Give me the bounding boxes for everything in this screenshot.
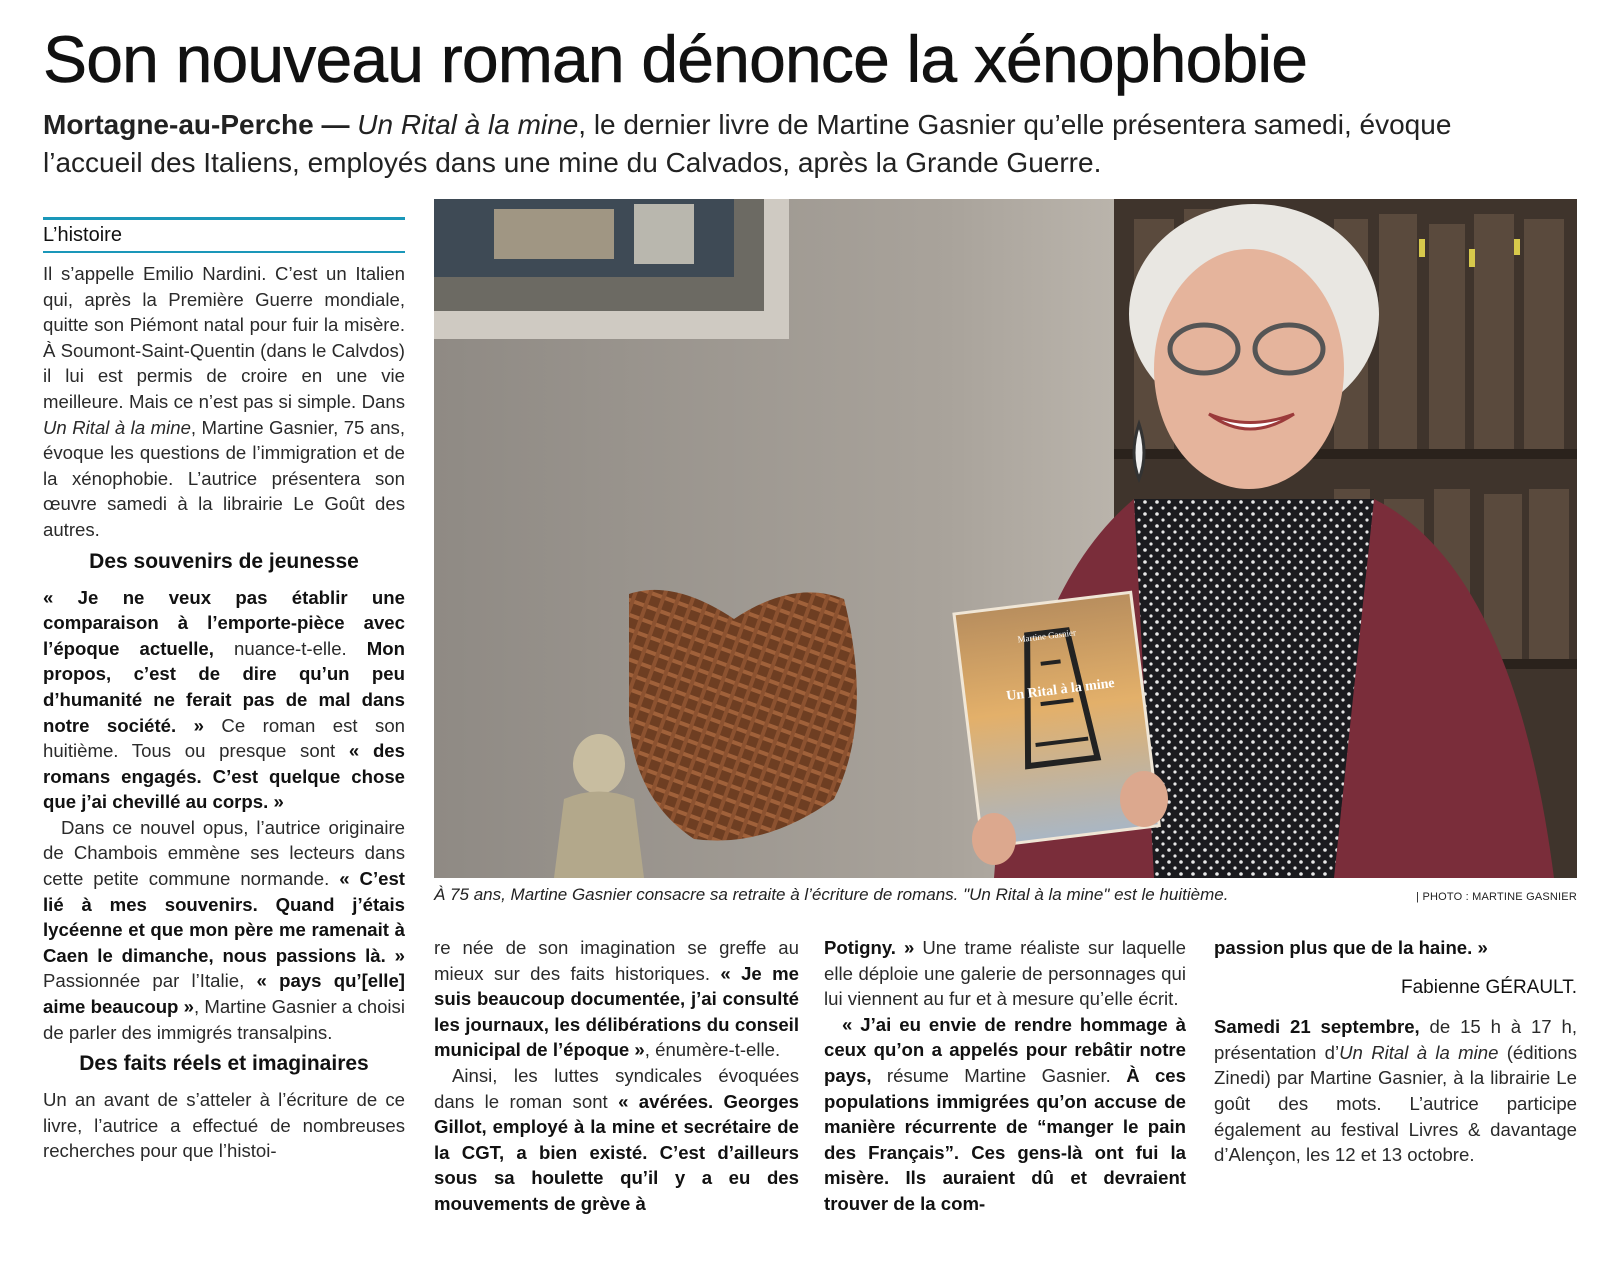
- paragraph: Un an avant de s’atteler à l’écriture de ce livre, l’autrice a effectué de nombreuses recherches pour que l’histoi-: [43, 1089, 405, 1162]
- paragraph: « J’ai eu envie de rendre hommage à ceux qu’on a appelés pour rebâtir notre pays, résume Martine Gasnier. À ces populations immigrées qu’on accuse de manière récurrente de “manger le pain des Français”. Ces gens-là ont fui la misère. Ils auraient dû et devraient trouver de la com-: [824, 1013, 1186, 1214]
- paragraph: « Je ne veux pas établir une comparaison à l’emporte-pièce avec l’époque actuelle, nuance-t-elle. Mon propos, c’est de dire qu’un peu d’humanité ne ferait pas de mal dans notre société. » Ce roman est son huitième. Tous ou presque sont « des romans engagés. C’est quelque chose que j’ai chevillé au corps. »: [43, 586, 406, 813]
- photo-credit: | PHOTO : MARTINE GASNIER: [1416, 891, 1577, 903]
- book-author: Martine Gasnier: [1016, 627, 1077, 645]
- paragraph: passion plus que de la haine. »: [1214, 937, 1488, 958]
- article-photo: [434, 199, 1577, 878]
- column-2: [434, 935, 799, 1217]
- subhead-souvenirs: Des souvenirs de jeunesse: [89, 549, 359, 573]
- author-signature: Fabienne GÉRAULT.: [1400, 976, 1577, 998]
- lede: [43, 106, 1543, 182]
- paragraph: Dans ce nouvel opus, l’autrice originaire de Chambois emmène ses lecteurs dans cette petite commune normande. « C’est lié à mes souvenirs. Quand j’étais lycéenne et que mon père me ramenait à Caen le dimanche, nous passions là. » Passionnée par l’Italie, « pays qu’[elle] aime beaucoup », Martine Gasnier a choisi de parler des immigrés transalpins.: [43, 816, 405, 1043]
- paragraph: Il s’appelle Emilio Nardini. C’est un Italien qui, après la Première Guerre mondiale, quitte son Piémont natal pour fuir la misère. À Soumont-Saint-Quentin (dans le Calvdos) il lui est permis de croire en une vie meilleure. Mais ce n’est pas si simple. Dans Un Rital à la mine, Martine Gasnier, 75 ans, évoque les questions de l’immigration et de la xénophobie. L’autrice présentera son œuvre samedi à la librairie Le Goût des autres.: [43, 263, 405, 540]
- subhead-faits: Des faits réels et imaginaires: [79, 1052, 369, 1076]
- event-info: Samedi 21 septembre, de 15 h à 17 h, présentation d’Un Rital à la mine (éditions Zinedi) par Martine Gasnier, à la librairie Le goût des mots. L’autrice participe également au festival Livres & davantage d’Alençon, les 12 et 13 octobre.: [1214, 1016, 1578, 1166]
- column-3: [824, 935, 1186, 1217]
- book-title: Un Rital à la mine: [1005, 676, 1116, 705]
- headline: Son nouveau roman dénonce la xénophobie: [43, 22, 1308, 96]
- lede-location: Mortagne-au-Perche —: [43, 109, 350, 140]
- lede-text: , le dernier livre de Martine Gasnier qu’elle présentera samedi, évoque l’accueil des Italiens, employés dans une mine du Calvados, après la Grande Guerre.: [43, 109, 1452, 178]
- rubric-histoire: L’histoire: [43, 217, 405, 253]
- photo-caption: À 75 ans, Martine Gasnier consacre sa retraite à l’écriture de romans. "Un Rital à la mine" est le huitième.: [434, 885, 1229, 904]
- paragraph: re née de son imagination se greffe au mieux sur des faits historiques. « Je me suis beaucoup documentée, j’ai consulté les journaux, les délibérations du conseil municipal de l’époque », énumère-t-elle.: [434, 937, 800, 1061]
- paragraph: Potigny. » Une trame réaliste sur laquelle elle déploie une galerie de personnages qui lui viennent au fur et à mesure qu’elle écrit.: [824, 937, 1187, 1010]
- column-4: [1214, 935, 1577, 1168]
- lede-book-title: Un Rital à la mine: [357, 109, 579, 140]
- column-1: [43, 217, 405, 1164]
- paragraph: Ainsi, les luttes syndicales évoquées dans le roman sont « avérées. Georges Gillot, employé à la mine et secrétaire de la CGT, a bien existé. C’est d’ailleurs sous sa houlette qu’il y a eu des mouvements de grève à: [434, 1064, 799, 1214]
